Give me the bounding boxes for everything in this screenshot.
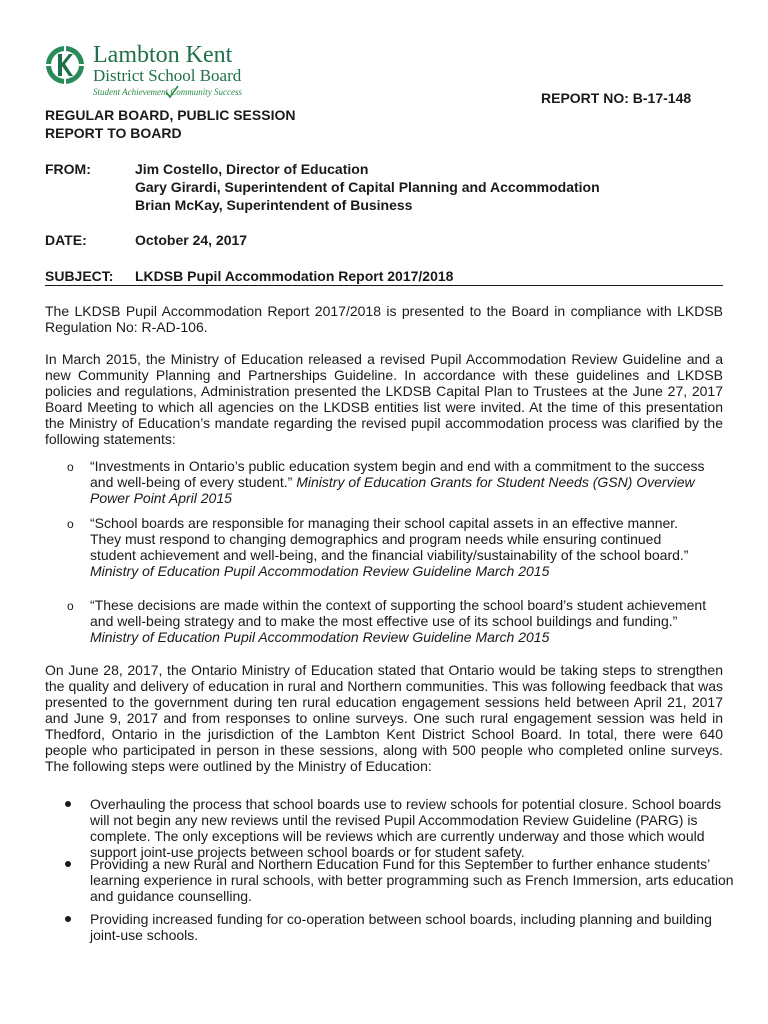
background-paragraph: In March 2015, the Ministry of Education released a revised Pupil Accommodation Review Guideline and a new Community Planning and Partnerships Guideline. In accordance with these guidelines and LKDSB policies and regulations, Administration presented the LKDSB Capital Plan to Trustees at the June 27, 2017 Board Meeting to which all agencies on the LKDSB entities list were invited. At the time of this presentation the Ministry of Education’s mandate regarding the revised pupil accommodation process was clarified by the following statements:: [45, 351, 723, 447]
date-value: October 24, 2017: [135, 232, 248, 248]
date-label: DATE:: [45, 232, 87, 248]
quote-text: “Investments in Ontario’s public education system begin and end with a commitment to the success and well-being of every student.”: [90, 458, 705, 490]
bullet-icon: [65, 801, 71, 807]
quote-item: [90, 458, 710, 506]
logo-name-line2: District School Board: [93, 66, 242, 85]
logo-name-line1: Lambton Kent: [93, 42, 233, 68]
report-heading: REPORT TO BOARD: [45, 125, 182, 141]
logo-tagline: Student Achievement Community Success: [93, 87, 243, 97]
lkdsb-emblem-icon: [45, 45, 85, 85]
quote-item: [90, 597, 710, 645]
intro-paragraph: The LKDSB Pupil Accommodation Report 2017/2018 is presented to the Board in compliance with LKDSB Regulation No: R-AD-106.: [45, 303, 723, 335]
from-name: Brian McKay, Superintendent of Business: [135, 197, 413, 213]
report-number: REPORT NO: B-17-148: [541, 90, 692, 106]
quote-item: [90, 515, 710, 579]
list-item: Overhauling the process that school boards use to review schools for potential closure. School boards will not begin any new reviews until the revised Pupil Accommodation Review Guideline (PARG) is complete. The only exceptions will be reviews which are currently underway and those which would support joint-use projects between school boards or for student safety.: [90, 796, 722, 860]
quote-marker: o: [67, 460, 74, 474]
ministry-paragraph: On June 28, 2017, the Ontario Ministry of Education stated that Ontario would be taking steps to strengthen the quality and delivery of education in rural and Northern communities. This was following feedback that was presented to the government during ten rural education engagement sessions held between April 21, 2017 and June 9, 2017 and from responses to online surveys. One such rural engagement session was held in Thedford, Ontario in the jurisdiction of the Lambton Kent District School Board. In total, there were 640 people who participated in person in these sessions, along with 500 people who completed online surveys. The following steps were outlined by the Ministry of Education:: [45, 662, 723, 774]
quote-text: “School boards are responsible for managing their school capital assets in an effective manner. They must respond to changing demographics and program needs while ensuring continued student achievement and well-being, and the financial viability/sustainability of the school board.”: [90, 515, 689, 563]
from-name: Gary Girardi, Superintendent of Capital Planning and Accommodation: [135, 179, 600, 195]
list-item: Providing a new Rural and Northern Education Fund for this September to further enhance students’ learning experience in rural schools, with better programming such as French Immersion, arts education and guidance counselling.: [90, 856, 734, 904]
subject-divider: [45, 285, 723, 286]
list-item: Providing increased funding for co-operation between school boards, including planning and building joint-use schools.: [90, 911, 712, 943]
subject-value: LKDSB Pupil Accommodation Report 2017/2018: [135, 268, 454, 284]
quote-citation: Ministry of Education Pupil Accommodation Review Guideline March 2015: [90, 563, 550, 579]
quote-citation: Ministry of Education Pupil Accommodation Review Guideline March 2015: [90, 629, 550, 645]
bullet-icon: [65, 916, 71, 922]
bullet-icon: [65, 861, 71, 867]
quote-text: “These decisions are made within the context of supporting the school board’s student achievement and well-being strategy and to make the most effective use of its school buildings and funding.”: [90, 597, 707, 629]
quote-citation: Ministry of Education Grants for Student Needs (GSN) Overview Power Point April 2015: [90, 474, 695, 506]
session-heading: REGULAR BOARD, PUBLIC SESSION: [45, 107, 296, 123]
quote-marker: o: [67, 599, 74, 613]
from-name: Jim Costello, Director of Education: [135, 161, 369, 177]
quote-marker: o: [67, 517, 74, 531]
school-board-logo: [45, 43, 260, 105]
from-label: FROM:: [45, 161, 91, 177]
subject-label: SUBJECT:: [45, 268, 114, 284]
checkmark-icon: [165, 85, 179, 99]
